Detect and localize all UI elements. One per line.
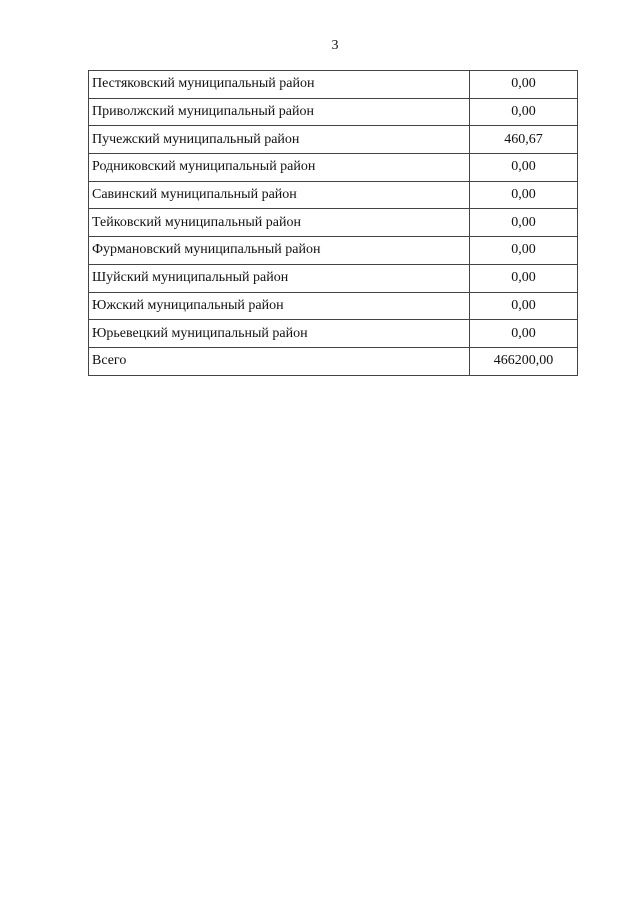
amount: 0,00 — [470, 209, 578, 237]
amount: 0,00 — [470, 264, 578, 292]
district-name: Пучежский муниципальный район — [89, 126, 470, 154]
amount: 0,00 — [470, 71, 578, 99]
district-name: Южский муниципальный район — [89, 292, 470, 320]
amount: 0,00 — [470, 320, 578, 348]
table-row — [89, 320, 578, 348]
table-row — [89, 154, 578, 182]
total-row — [89, 347, 578, 375]
table-row — [89, 71, 578, 99]
district-name: Приволжский муниципальный район — [89, 98, 470, 126]
page-number: 3 — [331, 38, 339, 53]
allocation-table — [88, 70, 578, 376]
table-row — [89, 292, 578, 320]
district-name: Пестяковский муниципальный район — [89, 71, 470, 99]
table-row — [89, 98, 578, 126]
table-row — [89, 181, 578, 209]
amount: 0,00 — [470, 98, 578, 126]
table-row — [89, 209, 578, 237]
district-name: Савинский муниципальный район — [89, 181, 470, 209]
amount: 0,00 — [470, 154, 578, 182]
district-name: Шуйский муниципальный район — [89, 264, 470, 292]
district-name: Всего — [89, 347, 470, 375]
amount: 0,00 — [470, 292, 578, 320]
district-name: Юрьевецкий муниципальный район — [89, 320, 470, 348]
amount: 460,67 — [470, 126, 578, 154]
district-name: Тейковский муниципальный район — [89, 209, 470, 237]
table-row — [89, 126, 578, 154]
table-row — [89, 237, 578, 265]
district-name: Родниковский муниципальный район — [89, 154, 470, 182]
amount: 0,00 — [470, 181, 578, 209]
amount: 466200,00 — [470, 347, 578, 375]
district-name: Фурмановский муниципальный район — [89, 237, 470, 265]
amount: 0,00 — [470, 237, 578, 265]
table-row — [89, 264, 578, 292]
